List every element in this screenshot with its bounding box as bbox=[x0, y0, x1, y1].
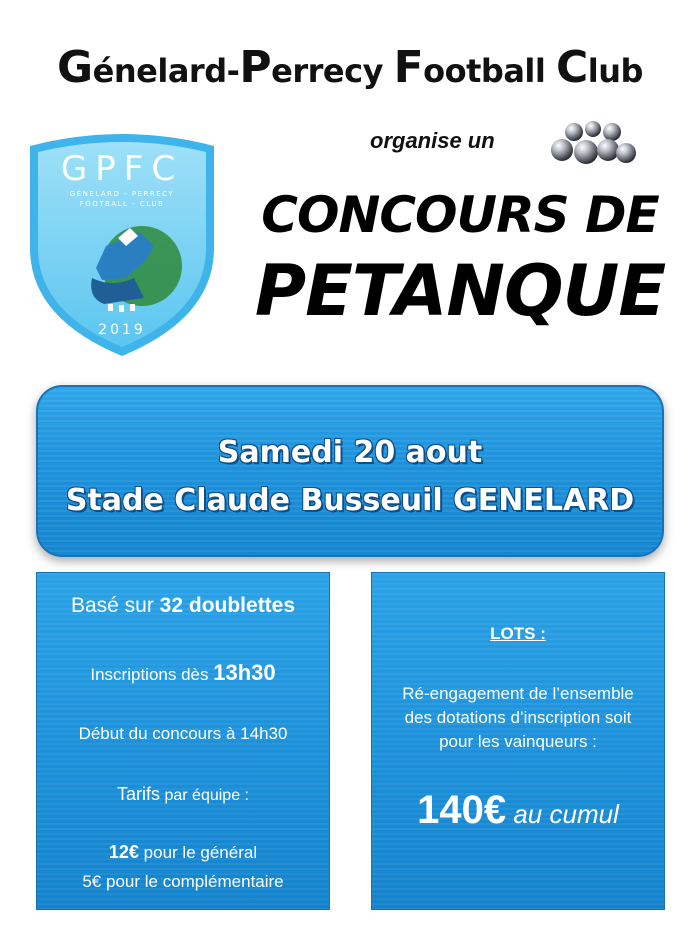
compl-price: 5€ bbox=[82, 872, 102, 891]
prize-text-line-2: des dotations d’inscription soit bbox=[404, 708, 632, 727]
event-venue: Stade Claude Busseuil GENELARD bbox=[65, 483, 635, 518]
title-letter-g: G bbox=[57, 42, 93, 93]
title-letter-f: F bbox=[393, 42, 424, 93]
compl-label: pour le complémentaire bbox=[101, 872, 284, 891]
prize-total bbox=[371, 788, 665, 833]
prize-suffix: au cumul bbox=[506, 799, 619, 829]
general-price: 12€ bbox=[108, 842, 139, 862]
inscriptions-time: 13h30 bbox=[213, 660, 276, 685]
prize-amount: 140€ bbox=[417, 788, 507, 832]
title-letter-c: C bbox=[555, 42, 588, 93]
title-part-3: ootball bbox=[423, 52, 556, 90]
basis-line bbox=[36, 594, 330, 618]
inscriptions-line bbox=[36, 660, 330, 686]
headline-line-2: PETANQUE bbox=[254, 250, 666, 332]
title-letter-p: P bbox=[239, 42, 272, 93]
tarifs-prefix: Tarifs bbox=[117, 784, 161, 804]
prizes-panel bbox=[371, 572, 665, 910]
title-part-2: errecy bbox=[271, 52, 394, 90]
headline-line-1: CONCOURS DE bbox=[261, 186, 659, 244]
organise-text: organise un bbox=[370, 128, 495, 153]
basis-prefix: Basé sur bbox=[70, 594, 160, 617]
general-price-line bbox=[36, 842, 330, 863]
lots-title: LOTS : bbox=[490, 624, 546, 643]
club-crest-logo bbox=[22, 128, 222, 360]
general-label: pour le général bbox=[138, 843, 258, 862]
prize-text-line-3: pour les vainqueurs : bbox=[439, 732, 597, 751]
svg-text:GPFC: GPFC bbox=[60, 149, 184, 189]
basis-value: 32 doublettes bbox=[159, 594, 296, 617]
title-part-4: lub bbox=[587, 52, 643, 90]
petanque-balls-icon bbox=[548, 120, 638, 168]
complementary-price-line bbox=[36, 872, 330, 892]
prize-text-line-1: Ré-engagement de l’ensemble bbox=[402, 684, 634, 703]
start-line: Début du concours à 14h30 bbox=[78, 724, 288, 743]
info-panel bbox=[36, 572, 330, 910]
tarifs-line bbox=[36, 784, 330, 805]
tarifs-suffix: par équipe : bbox=[160, 787, 249, 804]
title-part-1: énelard- bbox=[92, 52, 240, 90]
club-title bbox=[0, 42, 700, 93]
crest-letters bbox=[61, 149, 183, 189]
crest-line-2: FOOTBALL - CLUB bbox=[79, 200, 165, 208]
inscriptions-prefix: Inscriptions dès bbox=[90, 665, 214, 684]
date-venue-banner bbox=[36, 385, 664, 557]
crest-line-1: GÉNELARD - PERRECY bbox=[69, 190, 175, 198]
event-date: Samedi 20 aout bbox=[217, 435, 483, 470]
crest-year: 2019 bbox=[98, 322, 146, 338]
